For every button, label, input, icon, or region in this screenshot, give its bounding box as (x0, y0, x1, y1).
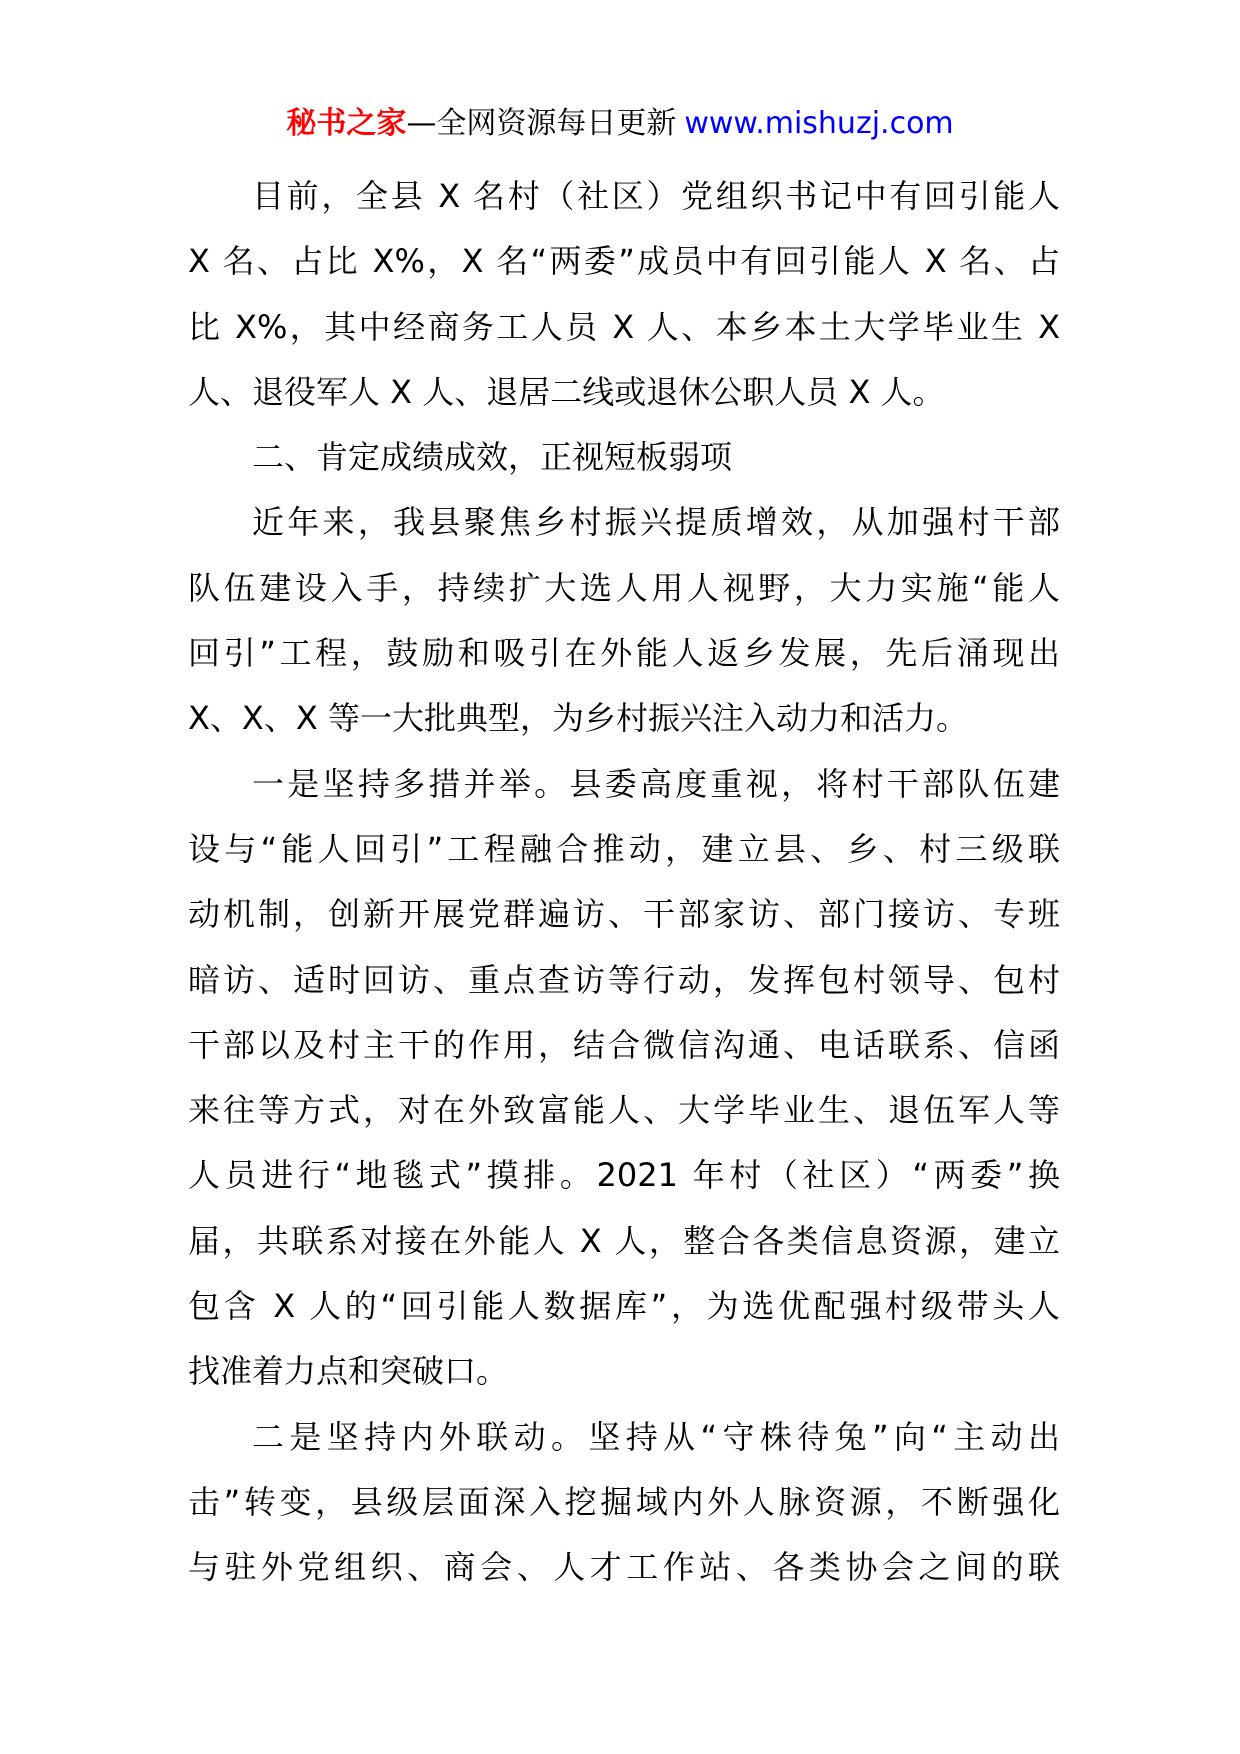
text-line: 人员进行“地毯式”摸排。2021 年村（社区）“两委”换 (188, 1156, 1060, 1195)
text-line: 找准着力点和突破口。 (188, 1352, 509, 1391)
text-line: 目前，全县 X 名村（社区）党组织书记中有回引能人 (252, 177, 1060, 215)
text-line: X、X、X 等一大批典型，为乡村振兴注入动力和活力。 (188, 699, 968, 738)
text-line: 暗访、适时回访、重点查访等行动，发挥包村领导、包村 (188, 960, 1060, 999)
text-line: 届，共联系对接在外能人 X 人，整合各类信息资源，建立 (188, 1221, 1060, 1260)
section-heading: 二、肯定成绩成效，正视短板弱项 (252, 438, 733, 477)
text-line: 一是坚持多措并举。县委高度重视，将村干部队伍建 (252, 764, 1060, 803)
text-line: 来往等方式，对在外致富能人、大学毕业生、退伍军人等 (188, 1091, 1060, 1130)
site-brand: 秘书之家 (286, 106, 407, 141)
site-tagline: —全网资源每日更新 (406, 106, 677, 141)
text-line: 队伍建设入手，持续扩大选人用人视野，大力实施“能人 (188, 568, 1060, 607)
text-line: 击”转变，县级层面深入挖掘域内外人脉资源，不断强化 (188, 1482, 1060, 1521)
text-line: 回引”工程，鼓励和吸引在外能人返乡发展，先后涌现出 (188, 634, 1060, 673)
text-line: X 名、占比 X%，X 名“两委”成员中有回引能人 X 名、占 (188, 242, 1060, 281)
text-line: 与驻外党组织、商会、人才工作站、各类协会之间的联 (188, 1548, 1060, 1587)
text-line: 二是坚持内外联动。坚持从“守株待兔”向“主动出 (252, 1417, 1060, 1456)
text-line: 近年来，我县聚焦乡村振兴提质增效，从加强村干部 (252, 503, 1060, 542)
site-url-link[interactable]: www.mishuzj.com (684, 106, 954, 141)
text-line: 干部以及村主干的作用，结合微信沟通、电话联系、信函 (188, 1025, 1060, 1064)
text-line: 人、退役军人 X 人、退居二线或退休公职人员 X 人。 (188, 372, 945, 411)
document-body (188, 164, 1060, 1601)
site-header (0, 100, 1240, 148)
text-line: 设与“能人回引”工程融合推动，建立县、乡、村三级联 (188, 829, 1060, 868)
text-line: 比 X%，其中经商务工人员 X 人、本乡本土大学毕业生 X (188, 307, 1060, 346)
text-line: 包含 X 人的“回引能人数据库”，为选优配强村级带头人 (188, 1287, 1060, 1326)
text-line: 动机制，创新开展党群遍访、干部家访、部门接访、专班 (188, 895, 1060, 934)
